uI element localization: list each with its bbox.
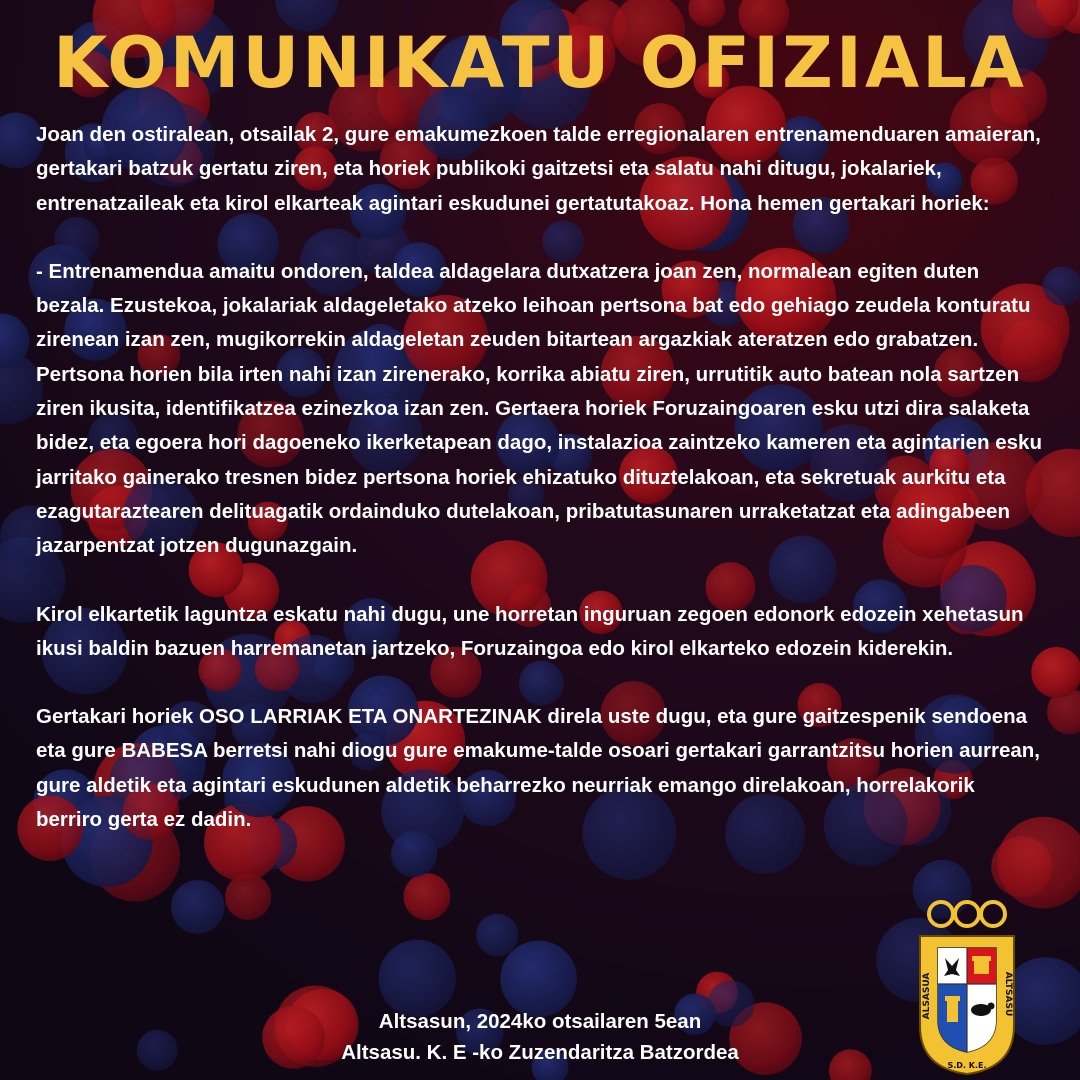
statement-body (36, 118, 1046, 871)
paragraph-intro: Joan den ostiralean, otsailak 2, gure emakumezkoen talde erregionalaren entrenamenduaren amaieran, gertakari batzuk gertatu ziren, eta horiek publikoki gaitzetsi eta salatu nahi ditugu, jokalariek, entrenatzaileak eta kirol elkarteak agintari eskudunei gertatutakoaz. Hona hemen gertakari horiek: (36, 123, 1041, 215)
paragraph-incident: - Entrenamendua amaitu ondoren, taldea aldagelara dutxatzera joan zen, normalean egiten duten bezala. Ezustekoa, jokalariak aldageletako atzeko leihoan pertsona bat edo gehiago zeudela konturatu zirenean izan zen, mugikorrekin aldageletan zeuden bitartean argazkiak ateratzen edo grabatzen. Pertsona horien bila irten nahi izan zirenerako, korrika abiatu ziren, urrutitik auto batean nola sartzen ziren ikusita, identifikatzea ezinezkoa izan zen. Gertaera horiek Foruzaingoaren esku utzi dira salaketa bidez, eta egoera hori dagoeneko ikerketapean dago, instalazioa zaintzeko kameren eta agintarien esku jarritako gainerako tresnen bidez pertsona horiek ehizatuko dituztelakoan, eta sekretuak aurkitu eta ezagutaraztearen delituagatik ordainduko dutelakoan, pribatutasunaren urraketatzat eta adingabeen jazarpentzat jotzen dugunazgain. (36, 259, 1042, 558)
club-crest-logo (912, 896, 1022, 1076)
paragraph-condemnation: Gertakari horiek OSO LARRIAK ETA ONARTEZINAK direla uste dugu, eta gure gaitzespenik sendoena eta gure BABESA berretsi nahi diogu gure emakume-talde osoari gertakari garrantzitsu horien aurrean, gure aldetik eta agintari eskudunen aldetik beharrezko neurriak emango direlakoan, horrelakorik berriro gerta ez dadin. (36, 705, 1040, 832)
svg-text:ALSASUA: ALSASUA (922, 972, 932, 1020)
page-title: KOMUNIKATU OFIZIALA (53, 22, 1027, 104)
signature: Altsasu. K. E -ko Zuzendaritza Batzordea (341, 1041, 739, 1064)
svg-text:ALTSASU: ALTSASU (1003, 971, 1013, 1017)
svg-text:S.D. K.E.: S.D. K.E. (947, 1061, 987, 1070)
place-date: Altsasun, 2024ko otsailaren 5ean (378, 1010, 702, 1033)
paragraph-request: Kirol elkartetik laguntza eskatu nahi dugu, une horretan inguruan zegoen edonork edozein xehetasun ikusi baldin bazuen harremanetan jartzeko, Foruzaingoa edo kirol elkarteko edozein kiderekin. (36, 602, 1024, 660)
